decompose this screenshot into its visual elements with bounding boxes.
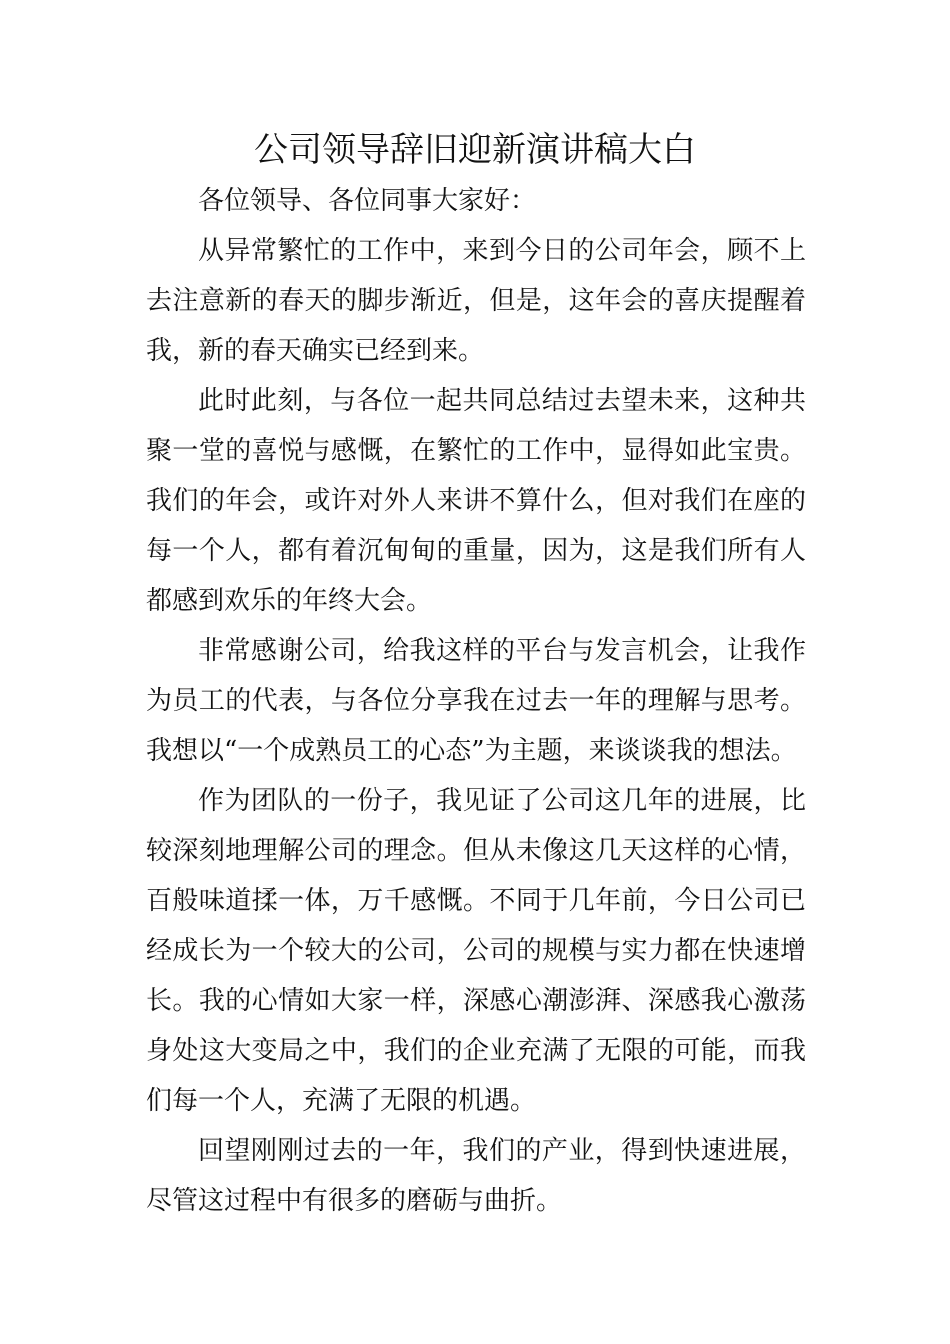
paragraph: 从异常繁忙的工作中，来到今日的公司年会，顾不上去注意新的春天的脚步渐近，但是，这年会的喜庆提醒着我，新的春天确实已经到来。 <box>146 236 806 366</box>
paragraph: 此时此刻，与各位一起共同总结过去望未来，这种共聚一堂的喜悦与感慨，在繁忙的工作中，显得如此宝贵。我们的年会，或许对外人来讲不算什么，但对我们在座的每一个人，都有着沉甸甸的重量，因为，这是我们所有人都感到欢乐的年终大会。 <box>146 386 806 616</box>
document-title: 公司领导辞旧迎新演讲稿大白 <box>254 130 696 170</box>
paragraph: 作为团队的一份子，我见证了公司这几年的进展，比较深刻地理解公司的理念。但从未像这几天这样的心情，百般味道揉一体，万千感慨。不同于几年前，今日公司已经成长为一个较大的公司，公司的规模与实力都在快速增长。我的心情如大家一样，深感心潮澎湃、深感我心激荡身处这大变局之中，我们的企业充满了无限的可能，而我们每一个人，充满了无限的机遇。 <box>146 786 806 1116</box>
paragraph: 非常感谢公司，给我这样的平台与发言机会，让我作为员工的代表，与各位分享我在过去一年的理解与思考。我想以“一个成熟员工的心态”为主题，来谈谈我的想法。 <box>146 636 806 766</box>
paragraph-greeting: 各位领导、各位同事大家好： <box>198 186 537 216</box>
document-body <box>146 176 806 1226</box>
paragraph: 回望刚刚过去的一年，我们的产业，得到快速进展，尽管这过程中有很多的磨砺与曲折。 <box>146 1136 806 1216</box>
